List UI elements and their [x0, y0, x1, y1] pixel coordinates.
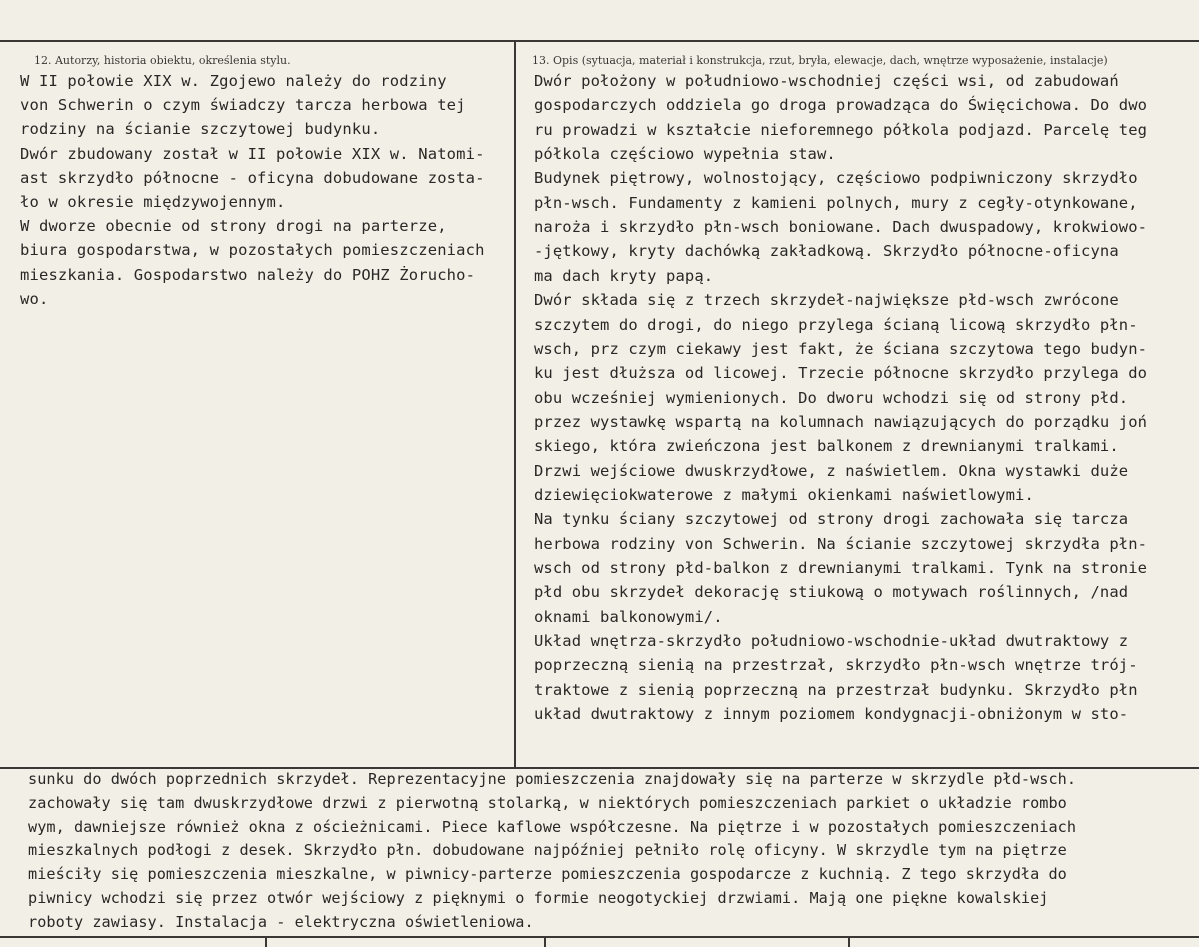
text-line: roboty zawiasy. Instalacja - elektryczna oświetleniowa.	[28, 912, 534, 931]
text-line: ast skrzydło północne - oficyna dobudowane zosta-	[20, 168, 485, 187]
text-line: Dwór zbudowany został w II połowie XIX w. Natomi-	[20, 144, 485, 163]
text-line: poprzeczną sienią na przestrzał, skrzydło płn-wsch wnętrze trój-	[534, 656, 1138, 675]
text-line: Dwór składa się z trzech skrzydeł-największe płd-wsch zwrócone	[534, 291, 1119, 310]
text-line: sunku do dwóch poprzednich skrzydeł. Reprezentacyjne pomieszczenia znajdowały się na parterze w skrzydle płd-wsch.	[28, 770, 1077, 788]
text-line: płd obu skrzydeł dekorację stiukową o motywach roślinnych, /nad	[534, 583, 1129, 602]
text-line: zachowały się tam dwuskrzydłowe drzwi z pierwotną stolarką, w niektórych pomieszczeniach parkiet o układzie rombo	[28, 793, 1067, 812]
text-line: gospodarczych oddziela go droga prowadząca do Święcichowa. Do dwo	[534, 96, 1148, 115]
text-line: skiego, która zwieńczona jest balkonem z drewnianymi tralkami.	[534, 437, 1119, 456]
text-line: dziewięciokwaterowe z małymi okienkami naświetlowymi.	[534, 485, 1034, 504]
text-line: naroża i skrzydło płn-wsch boniowane. Dach dwuspadowy, krokwiowo-	[534, 218, 1148, 237]
text-line: półkola częściowo wypełnia staw.	[534, 145, 836, 164]
text-line: Na tynku ściany szczytowej od strony drogi zachowała się tarcza	[534, 510, 1129, 529]
text-line: Budynek piętrowy, wolnostojący, częściowo podpiwniczony skrzydło	[534, 169, 1138, 188]
text-line: mieszkania. Gospodarstwo należy do POHZ Żoruchо-	[20, 265, 476, 284]
text-line: ku jest dłuższa od licowej. Trzecie północne skrzydło przylega do	[534, 364, 1148, 383]
bottom-tick-3	[848, 936, 850, 947]
text-line: przez wystawkę wspartą na kolumnach nawiązujących do porządku joń	[534, 412, 1148, 431]
text-line: wsch, prz czym ciekawy jest fakt, że ściana szczytowa tego budyn-	[534, 339, 1148, 358]
text-line: W dworze obecnie od strony drogi na parterze,	[20, 217, 447, 236]
text-line: wym, dawniejsze również okna z ościeżnicami. Piece kaflowe współczesne. Na piętrze i w pozostałych pomieszczeniach	[28, 817, 1077, 836]
text-line: herbowa rodziny von Schwerin. Na ścianie szczytowej skrzydła płn-	[534, 534, 1148, 553]
text-line: płn-wsch. Fundamenty z kamieni polnych, mury z cegły-otynkowane,	[534, 193, 1138, 212]
top-rule	[0, 40, 1199, 42]
text-line: szczytem do drogi, do niego przylega ścianą licową skrzydło płn-	[534, 315, 1138, 334]
mid-rule	[0, 767, 1199, 769]
text-line: rodziny na ścianie szczytowej budynku.	[20, 120, 381, 139]
text-line: Dwór położony w południowo-wschodniej części wsi, od zabudowań	[534, 72, 1119, 90]
text-line: wsch od strony płd-balkon z drewnianymi tralkami. Tynk na stronie	[534, 559, 1148, 577]
text-line: W II połowie XIX w. Zgojewo należy do rodziny	[20, 72, 447, 90]
text-line: ru prowadzi w kształcie nieforemnego półkola podjazd. Parcelę teg	[534, 120, 1148, 139]
bottom-tick-2	[544, 936, 546, 947]
text-line: biura gospodarstwa, w pozostałych pomieszczeniach	[20, 241, 485, 260]
text-line: wo.	[20, 289, 49, 308]
text-line: Drzwi wejściowe dwuskrzydłowe, z naświetlem. Okna wystawki duże	[534, 461, 1129, 480]
text-line: von Schwerin o czym świadczy tarcza herbowa tej	[20, 96, 466, 115]
text-line: ło w okresie międzywojennym.	[20, 193, 286, 211]
text-line: Układ wnętrza-skrzydło południowo-wschodnie-układ dwutraktowy z	[534, 632, 1129, 651]
text-line: mieściły się pomieszczenia mieszkalne, w piwnicy-parterze pomieszczenia gospodarcze z kuchnią. Z tego skrzydła do	[28, 865, 1067, 884]
text-line: ma dach kryty papą.	[534, 266, 714, 285]
text-line: oknami balkonowymi/.	[534, 607, 723, 626]
text-line: obu wcześniej wymienionych. Do dworu wchodzi się od strony płd.	[534, 388, 1129, 407]
text-line: mieszkalnych podłogi z desek. Skrzydło płn. dobudowane najpóźniej pełniło rolę oficyny. W skrzydle tym na piętrze	[28, 841, 1067, 860]
section-12-heading: 12. Autorzy, historia obiektu, określenia stylu.	[34, 54, 291, 67]
bottom-tick-1	[265, 936, 267, 947]
column-divider	[514, 40, 516, 768]
text-line: układ dwutraktowy z innym poziomem kondygnacji-obniżonym w sto-	[534, 705, 1129, 724]
section-13-heading: 13. Opis (sytuacja, materiał i konstrukcja, rzut, bryła, elewacje, dach, wnętrze wyposażenie, instalacje)	[532, 54, 1108, 67]
text-line: traktowe z sienią poprzeczną na przestrzał budynku. Skrzydło płn	[534, 680, 1138, 699]
text-line: -jętkowy, kryty dachówką zakładkową. Skrzydło północne-oficyna	[534, 242, 1119, 261]
bottom-rule	[0, 936, 1199, 938]
text-line: piwnicy wchodzi się przez otwór wejściowy z pięknymi o formie neogotyckiej drzwiami. Mają one piękne kowalskiej	[28, 889, 1049, 907]
